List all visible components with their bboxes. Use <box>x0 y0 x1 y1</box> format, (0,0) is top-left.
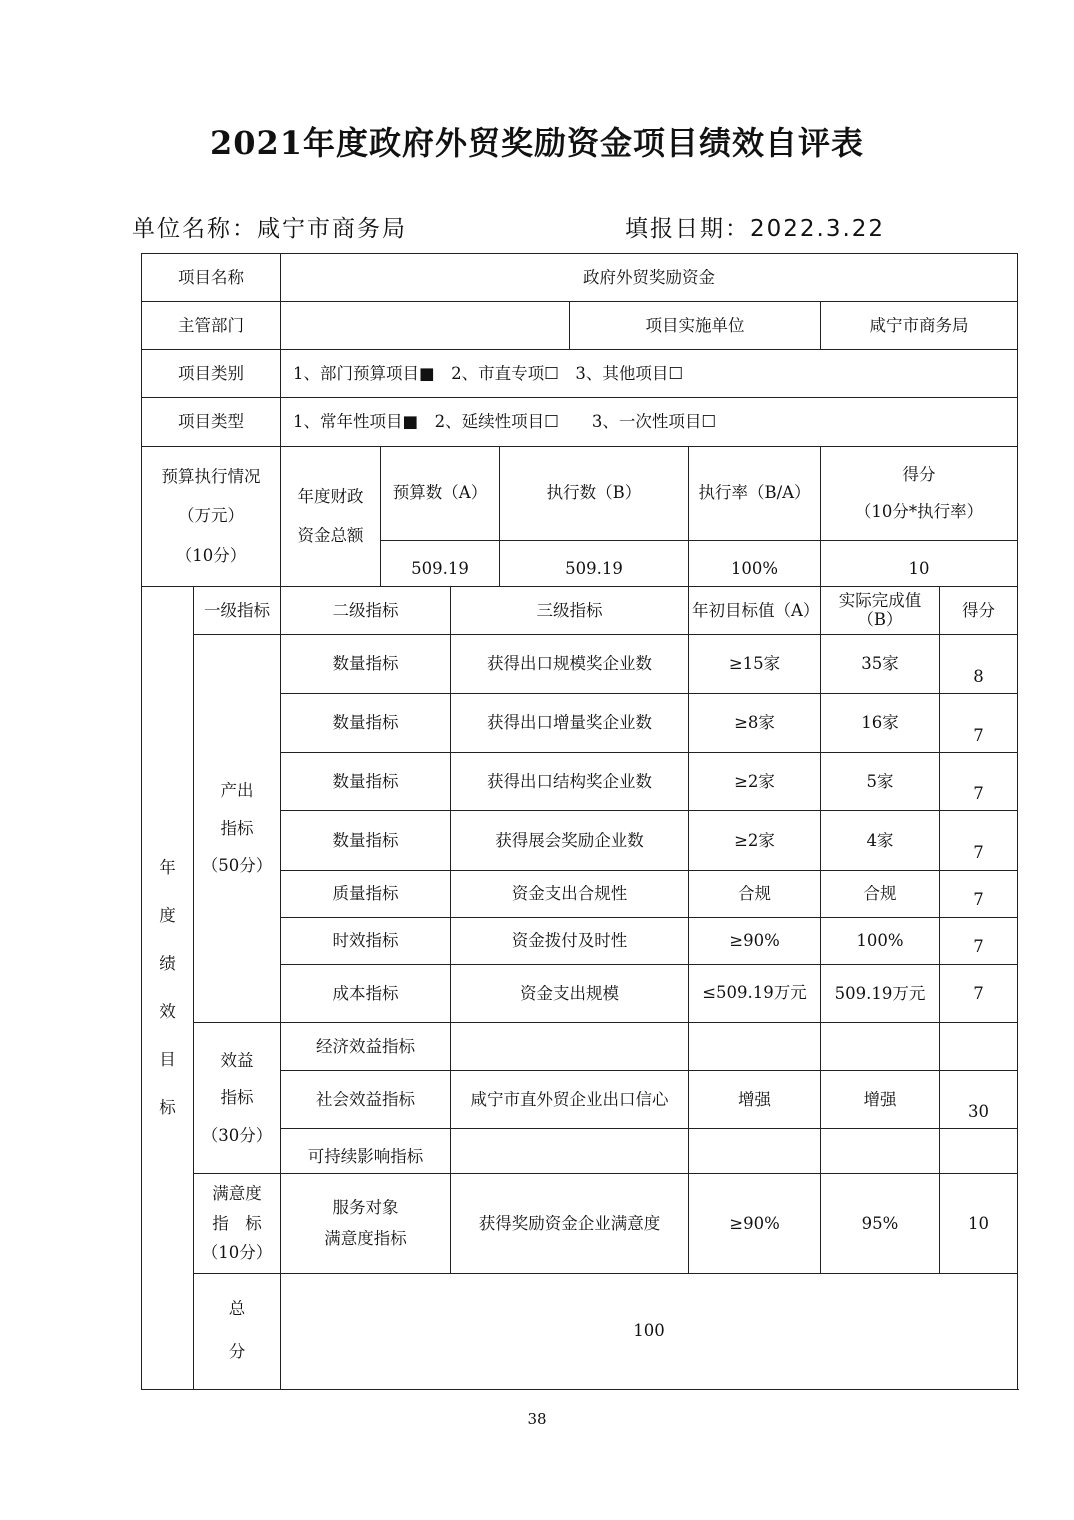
actual-cell: 增强 <box>821 1071 940 1129</box>
score-cell: 7 <box>940 811 1018 870</box>
header-score: 得分 <box>940 586 1018 634</box>
project-name-label: 项目名称 <box>142 254 281 302</box>
target-cell: ≥90% <box>689 917 821 964</box>
report-date-line <box>625 210 885 243</box>
report-date-label: 填报日期： <box>625 216 750 242</box>
level3-cell: 获得出口增量奖企业数 <box>451 694 689 753</box>
actual-cell: 5家 <box>821 753 940 811</box>
row-project-name <box>142 254 1018 302</box>
satisfaction-level2-2: 满意度指标 <box>324 1229 407 1249</box>
total-value: 100 <box>281 1273 1018 1389</box>
total-funds-label <box>281 446 381 586</box>
level2-cell: 数量指标 <box>281 811 451 870</box>
impl-unit-label: 项目实施单位 <box>570 302 821 350</box>
benefit-label-2: 指标 <box>220 1088 254 1108</box>
evaluation-table <box>141 253 1018 1390</box>
output-indicator-label <box>194 634 281 1022</box>
actual-cell: 16家 <box>821 694 940 753</box>
score-cell: 7 <box>940 694 1018 753</box>
unit-name-line <box>132 210 407 243</box>
score-cell: 7 <box>940 753 1018 811</box>
level3-cell: 资金支出合规性 <box>451 870 689 917</box>
level2-cell: 数量指标 <box>281 634 451 693</box>
target-cell <box>689 1129 821 1174</box>
category-value: 1、部门预算项目■ 2、市直专项☐ 3、其他项目☐ <box>281 350 1018 398</box>
score-cell <box>940 1022 1018 1070</box>
satisfaction-level2-1: 服务对象 <box>332 1197 399 1217</box>
output-row <box>142 634 1018 693</box>
level2-cell: 成本指标 <box>281 964 451 1022</box>
unit-name-label: 单位名称： <box>132 216 257 242</box>
header-level2: 二级指标 <box>281 586 451 634</box>
target-cell: ≥15家 <box>689 634 821 693</box>
satisfaction-level2 <box>281 1174 451 1273</box>
score-cell <box>940 1129 1018 1174</box>
actual-cell <box>821 1022 940 1070</box>
header-actual: 实际完成值（B） <box>821 586 940 634</box>
total-label <box>194 1273 281 1389</box>
budget-header: 预算数（A） <box>381 446 500 540</box>
level3-cell: 获得出口结构奖企业数 <box>451 753 689 811</box>
score-cell: 8 <box>940 634 1018 693</box>
level2-cell: 数量指标 <box>281 753 451 811</box>
budget-section-label <box>142 446 281 586</box>
level2-cell: 经济效益指标 <box>281 1022 451 1070</box>
budget-label-line3: （10分） <box>175 545 247 565</box>
dept-value <box>281 302 570 350</box>
level3-cell: 资金拨付及时性 <box>451 917 689 964</box>
exec-header: 执行数（B） <box>500 446 689 540</box>
page-title: 2021年度政府外贸奖励资金项目绩效自评表 <box>209 124 865 162</box>
benefit-label-1: 效益 <box>220 1050 254 1070</box>
level2-cell: 时效指标 <box>281 917 451 964</box>
satisfaction-label-2: 指 标 <box>212 1213 262 1233</box>
budget-score-value: 10 <box>821 540 1018 586</box>
type-label: 项目类型 <box>142 398 281 446</box>
actual-cell <box>821 1129 940 1174</box>
satisfaction-row <box>142 1174 1018 1273</box>
level3-cell: 资金支出规模 <box>451 964 689 1022</box>
budget-score-header <box>821 446 1018 540</box>
score-cell: 30 <box>940 1071 1018 1129</box>
exec-value: 509.19 <box>500 540 689 586</box>
actual-cell: 509.19万元 <box>821 964 940 1022</box>
budget-label-line1: 预算执行情况 <box>161 466 261 486</box>
budget-value: 509.19 <box>381 540 500 586</box>
satisfaction-score: 10 <box>940 1174 1018 1273</box>
output-label-1: 产出 <box>220 781 254 801</box>
satisfaction-actual: 95% <box>821 1174 940 1273</box>
unit-name-value: 咸宁市商务局 <box>257 216 407 242</box>
output-label-2: 指标 <box>220 818 254 838</box>
satisfaction-label-3: （10分） <box>201 1243 273 1263</box>
header-level3: 三级指标 <box>451 586 689 634</box>
budget-label-line2: （万元） <box>178 506 244 526</box>
benefit-row <box>142 1022 1018 1070</box>
project-name-value: 政府外贸奖励资金 <box>281 254 1018 302</box>
target-cell: 合规 <box>689 870 821 917</box>
target-cell: ≥8家 <box>689 694 821 753</box>
target-cell <box>689 1022 821 1070</box>
total-funds-label-1: 年度财政 <box>297 486 364 506</box>
annual-goals-label <box>142 586 194 1389</box>
actual-cell: 4家 <box>821 811 940 870</box>
header-target: 年初目标值（A） <box>689 586 821 634</box>
level2-cell: 可持续影响指标 <box>281 1129 451 1174</box>
level3-cell: 获得展会奖励企业数 <box>451 811 689 870</box>
row-goals-header <box>142 586 1018 634</box>
level2-cell: 数量指标 <box>281 694 451 753</box>
score-cell: 7 <box>940 870 1018 917</box>
score-cell: 7 <box>940 917 1018 964</box>
page-number: 38 <box>527 1410 547 1428</box>
row-category <box>142 350 1018 398</box>
type-value: 1、常年性项目■ 2、延续性项目☐ 3、一次性项目☐ <box>281 398 1018 446</box>
target-cell: ≤509.19万元 <box>689 964 821 1022</box>
score-cell: 7 <box>940 964 1018 1022</box>
satisfaction-label-1: 满意度 <box>212 1184 262 1204</box>
level3-cell: 获得出口规模奖企业数 <box>451 634 689 693</box>
level2-cell: 质量指标 <box>281 870 451 917</box>
satisfaction-indicator-label <box>194 1174 281 1273</box>
level3-cell <box>451 1022 689 1070</box>
actual-cell: 合规 <box>821 870 940 917</box>
target-cell: ≥2家 <box>689 753 821 811</box>
satisfaction-target: ≥90% <box>689 1174 821 1273</box>
target-cell: 增强 <box>689 1071 821 1129</box>
rate-value: 100% <box>689 540 821 586</box>
annual-goals-text: 年度绩效目标 <box>159 858 176 1117</box>
output-label-3: （50分） <box>201 856 273 876</box>
actual-cell: 100% <box>821 917 940 964</box>
benefit-indicator-label <box>194 1022 281 1173</box>
benefit-label-3: （30分） <box>201 1125 273 1145</box>
budget-score-header-1: 得分 <box>902 464 936 484</box>
actual-cell: 35家 <box>821 634 940 693</box>
row-department <box>142 302 1018 350</box>
satisfaction-level3: 获得奖励资金企业满意度 <box>451 1174 689 1273</box>
target-cell: ≥2家 <box>689 811 821 870</box>
category-label: 项目类别 <box>142 350 281 398</box>
impl-unit-value: 咸宁市商务局 <box>821 302 1018 350</box>
row-type <box>142 398 1018 446</box>
total-funds-label-2: 资金总额 <box>297 526 364 546</box>
level3-cell: 咸宁市直外贸企业出口信心 <box>451 1071 689 1129</box>
budget-score-header-2: （10分*执行率） <box>854 502 984 522</box>
row-total <box>142 1273 1018 1389</box>
row-budget-header <box>142 446 1018 540</box>
dept-label: 主管部门 <box>142 302 281 350</box>
level3-cell <box>451 1129 689 1174</box>
rate-header: 执行率（B/A） <box>689 446 821 540</box>
header-level1: 一级指标 <box>194 586 281 634</box>
report-date-value: 2022.3.22 <box>750 216 886 242</box>
level2-cell: 社会效益指标 <box>281 1071 451 1129</box>
total-label-text: 总分 <box>228 1299 246 1362</box>
